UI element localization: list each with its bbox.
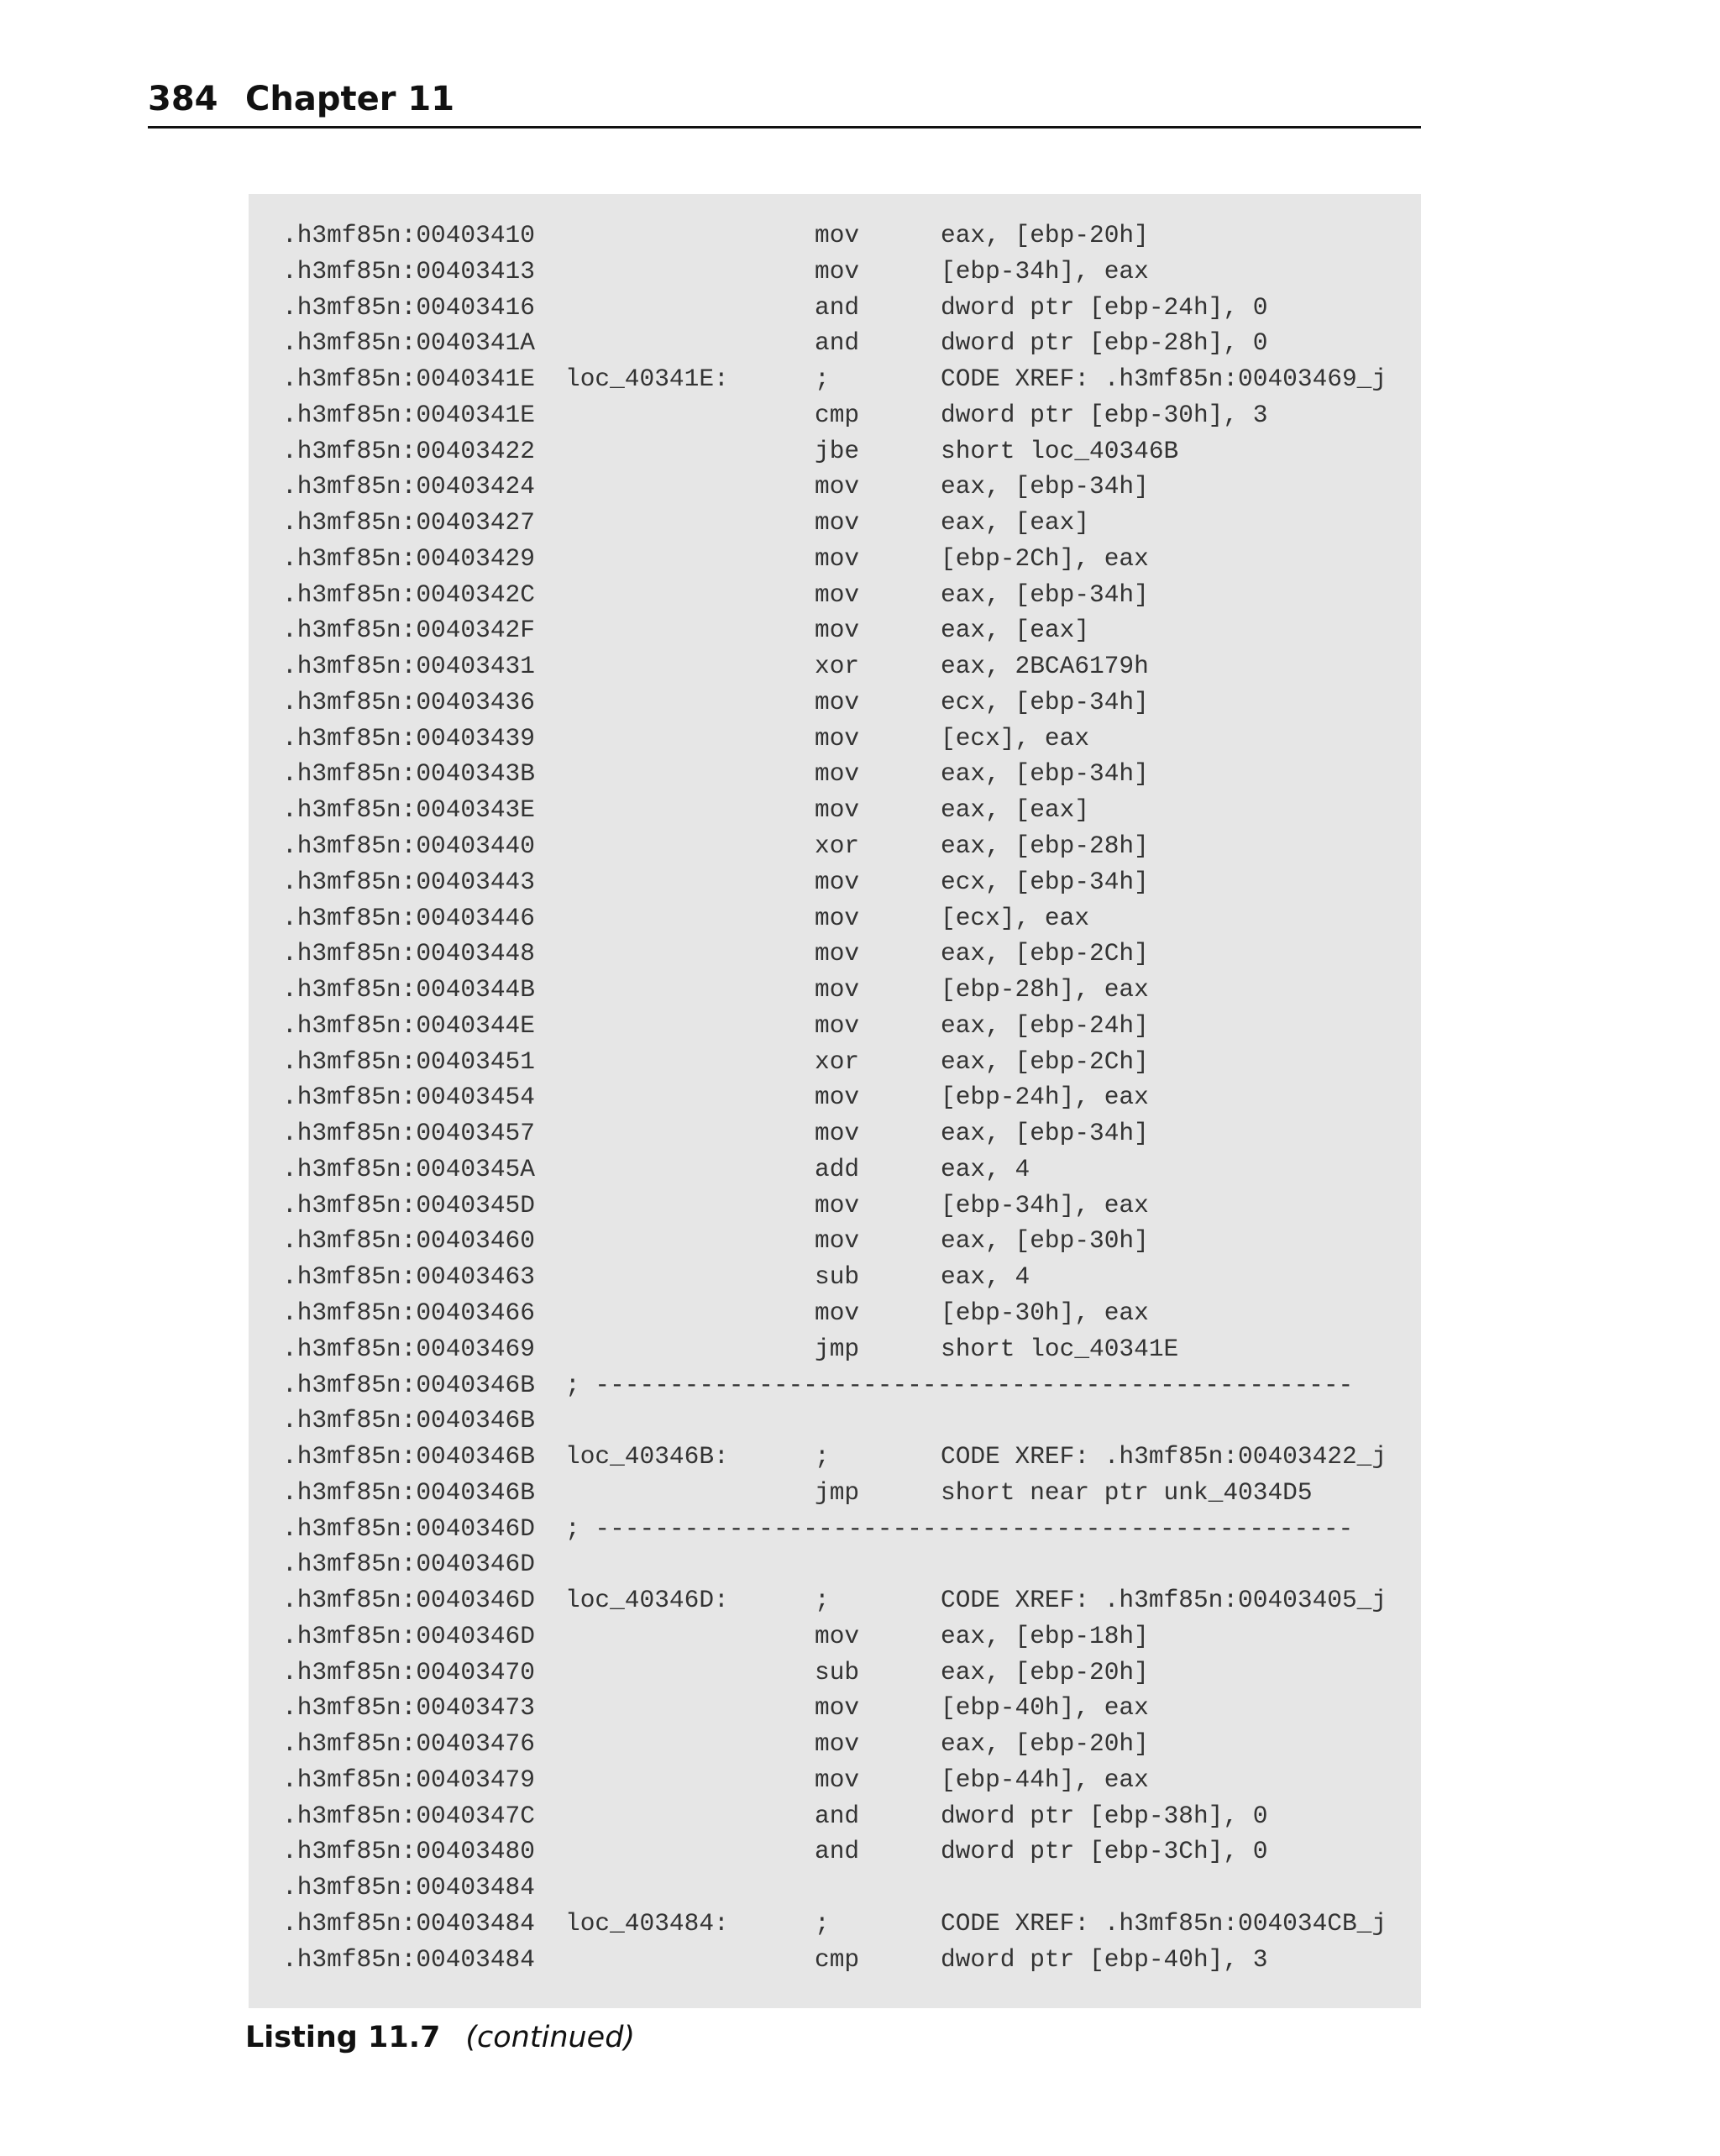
code-line bbox=[282, 1259, 1387, 1295]
code-addr: .h3mf85n:0040346B bbox=[282, 1442, 535, 1471]
code-label bbox=[565, 1475, 815, 1511]
code-label bbox=[565, 1403, 815, 1439]
code-op: mov bbox=[815, 795, 860, 825]
listing-caption bbox=[245, 2014, 635, 2061]
code-op: ; bbox=[815, 1442, 830, 1471]
code-addr: .h3mf85n:00403427 bbox=[282, 508, 535, 538]
code-label bbox=[565, 325, 815, 361]
code-line bbox=[282, 900, 1387, 936]
code-line bbox=[282, 433, 1387, 469]
chapter-title: Chapter 11 bbox=[245, 80, 455, 118]
code-line bbox=[282, 361, 1387, 397]
code-label bbox=[565, 1151, 815, 1188]
code-line bbox=[282, 1546, 1387, 1582]
code-args: [ebp-40h], eax bbox=[941, 1693, 1149, 1723]
code-args: eax, [ebp-34h] bbox=[941, 1119, 1149, 1148]
code-line bbox=[282, 828, 1387, 864]
code-label bbox=[565, 1115, 815, 1151]
code-op: mov bbox=[815, 903, 860, 932]
code-addr: .h3mf85n:0040346B bbox=[282, 1406, 535, 1435]
code-args: short loc_40341E bbox=[941, 1334, 1179, 1363]
code-op: mov bbox=[815, 1226, 860, 1256]
listing-caption-note: (continued) bbox=[465, 2021, 636, 2054]
code-addr: .h3mf85n:0040346D bbox=[282, 1586, 535, 1615]
code-line bbox=[282, 756, 1387, 792]
code-line bbox=[282, 1870, 1387, 1906]
code-line bbox=[282, 254, 1387, 290]
code-args: eax, [ebp-2Ch] bbox=[941, 1047, 1149, 1076]
code-args: ecx, [ebp-34h] bbox=[941, 687, 1149, 716]
code-line bbox=[282, 218, 1387, 254]
code-label bbox=[565, 1223, 815, 1259]
code-line bbox=[282, 1331, 1387, 1367]
code-op: mov bbox=[815, 1083, 860, 1112]
code-line bbox=[282, 1403, 1387, 1439]
code-line bbox=[282, 1582, 1387, 1618]
code-op: mov bbox=[815, 1693, 860, 1723]
code-label bbox=[565, 1079, 815, 1115]
code-op: mov bbox=[815, 759, 860, 789]
code-args: eax, [ebp-30h] bbox=[941, 1226, 1149, 1256]
code-op: cmp bbox=[815, 1944, 860, 1974]
code-op: mov bbox=[815, 543, 860, 573]
code-label bbox=[565, 685, 815, 721]
code-op: mov bbox=[815, 508, 860, 538]
code-addr: .h3mf85n:0040346D bbox=[282, 1621, 535, 1650]
code-args: eax, 4 bbox=[941, 1154, 1030, 1183]
code-line bbox=[282, 1655, 1387, 1691]
code-args: eax, [ebp-34h] bbox=[941, 759, 1149, 789]
code-addr: .h3mf85n:00403480 bbox=[282, 1837, 535, 1866]
code-args: dword ptr [ebp-38h], 0 bbox=[941, 1801, 1268, 1830]
code-addr: .h3mf85n:0040343E bbox=[282, 795, 535, 825]
code-addr: .h3mf85n:00403470 bbox=[282, 1657, 535, 1687]
code-label bbox=[565, 397, 815, 433]
code-args: eax, 4 bbox=[941, 1262, 1030, 1292]
code-args: eax, [ebp-18h] bbox=[941, 1621, 1149, 1650]
code-args: [ebp-24h], eax bbox=[941, 1083, 1149, 1112]
code-op: mov bbox=[815, 221, 860, 249]
code-addr: .h3mf85n:0040346B bbox=[282, 1370, 535, 1399]
code-op: cmp bbox=[815, 400, 860, 429]
code-line bbox=[282, 1942, 1387, 1978]
code-line bbox=[282, 1044, 1387, 1080]
code-args: [ebp-30h], eax bbox=[941, 1298, 1149, 1327]
page-number: 384 bbox=[148, 80, 218, 118]
code-op bbox=[815, 1367, 941, 1403]
code-op: mov bbox=[815, 939, 860, 968]
page-header bbox=[148, 77, 1421, 129]
code-args: CODE XREF: .h3mf85n:00403405_j bbox=[941, 1586, 1387, 1615]
code-op: mov bbox=[815, 1010, 860, 1040]
code-label bbox=[565, 505, 815, 541]
code-op: mov bbox=[815, 723, 860, 753]
code-line bbox=[282, 1151, 1387, 1188]
code-op: mov bbox=[815, 867, 860, 896]
code-op: and bbox=[815, 1801, 860, 1830]
code-op: and bbox=[815, 328, 860, 358]
code-op: mov bbox=[815, 687, 860, 716]
code-op: add bbox=[815, 1154, 860, 1183]
code-label: loc_403484: bbox=[565, 1908, 729, 1938]
code-label: loc_40346B: bbox=[565, 1442, 729, 1471]
code-args: [ebp-28h], eax bbox=[941, 975, 1149, 1005]
code-line bbox=[282, 1115, 1387, 1151]
code-label bbox=[565, 1044, 815, 1080]
code-op: mov bbox=[815, 616, 860, 645]
code-addr: .h3mf85n:00403484 bbox=[282, 1873, 535, 1902]
code-label bbox=[565, 864, 815, 900]
code-op bbox=[815, 1511, 941, 1547]
code-op: ; bbox=[815, 365, 830, 394]
code-addr: .h3mf85n:00403463 bbox=[282, 1262, 535, 1292]
code-addr: .h3mf85n:00403443 bbox=[282, 867, 535, 896]
code-args: eax, [eax] bbox=[941, 795, 1090, 825]
code-addr: .h3mf85n:0040346D bbox=[282, 1513, 535, 1543]
code-label bbox=[565, 1833, 815, 1870]
code-args: eax, 2BCA6179h bbox=[941, 652, 1149, 681]
code-addr: .h3mf85n:0040345D bbox=[282, 1190, 535, 1220]
code-listing bbox=[249, 194, 1421, 2008]
code-label: loc_40346D: bbox=[565, 1586, 729, 1615]
code-op: mov bbox=[815, 256, 860, 286]
code-args: eax, [ebp-28h] bbox=[941, 831, 1149, 861]
code-addr: .h3mf85n:00403416 bbox=[282, 292, 535, 322]
code-line bbox=[282, 469, 1387, 505]
code-addr: .h3mf85n:00403410 bbox=[282, 221, 535, 249]
code-args: [ebp-34h], eax bbox=[941, 256, 1149, 286]
code-label bbox=[565, 721, 815, 757]
code-args: CODE XREF: .h3mf85n:00403422_j bbox=[941, 1442, 1387, 1471]
code-label bbox=[565, 972, 815, 1008]
code-addr: .h3mf85n:00403466 bbox=[282, 1298, 535, 1327]
code-addr: .h3mf85n:0040344B bbox=[282, 975, 535, 1005]
code-addr: .h3mf85n:00403448 bbox=[282, 939, 535, 968]
code-args: dword ptr [ebp-24h], 0 bbox=[941, 292, 1268, 322]
code-addr: .h3mf85n:00403422 bbox=[282, 436, 535, 465]
code-line bbox=[282, 972, 1387, 1008]
code-args: eax, [ebp-34h] bbox=[941, 472, 1149, 501]
code-args: dword ptr [ebp-3Ch], 0 bbox=[941, 1837, 1268, 1866]
code-line bbox=[282, 612, 1387, 648]
code-label bbox=[565, 1008, 815, 1044]
code-args: CODE XREF: .h3mf85n:004034CB_j bbox=[941, 1908, 1387, 1938]
code-label bbox=[565, 541, 815, 577]
code-op: xor bbox=[815, 831, 860, 861]
code-op: sub bbox=[815, 1657, 860, 1687]
code-op: mov bbox=[815, 1765, 860, 1794]
code-line bbox=[282, 1511, 1387, 1547]
code-args: eax, [ebp-20h] bbox=[941, 1657, 1149, 1687]
code-op: xor bbox=[815, 1047, 860, 1076]
code-op: and bbox=[815, 292, 860, 322]
code-addr: .h3mf85n:0040342F bbox=[282, 616, 535, 645]
code-args: short loc_40346B bbox=[941, 436, 1179, 465]
code-op: xor bbox=[815, 652, 860, 681]
code-line bbox=[282, 1726, 1387, 1762]
code-args: [ecx], eax bbox=[941, 723, 1090, 753]
code-line bbox=[282, 1475, 1387, 1511]
code-line bbox=[282, 1690, 1387, 1726]
code-args: dword ptr [ebp-30h], 3 bbox=[941, 400, 1268, 429]
code-label bbox=[565, 577, 815, 613]
code-label bbox=[565, 1295, 815, 1331]
code-label: loc_40341E: bbox=[565, 365, 729, 394]
code-args: dword ptr [ebp-40h], 3 bbox=[941, 1944, 1268, 1974]
code-addr: .h3mf85n:0040344E bbox=[282, 1010, 535, 1040]
code-op: ; bbox=[815, 1908, 830, 1938]
code-line bbox=[282, 505, 1387, 541]
code-line bbox=[282, 1906, 1387, 1942]
code-op: jbe bbox=[815, 436, 860, 465]
code-label bbox=[565, 1870, 815, 1906]
code-line bbox=[282, 1079, 1387, 1115]
code-line bbox=[282, 936, 1387, 972]
code-args: eax, [ebp-24h] bbox=[941, 1010, 1149, 1040]
code-label bbox=[565, 1726, 815, 1762]
code-args: eax, [ebp-20h] bbox=[941, 221, 1149, 249]
code-label bbox=[565, 1655, 815, 1691]
code-line bbox=[282, 397, 1387, 433]
code-label bbox=[565, 469, 815, 505]
code-line bbox=[282, 648, 1387, 685]
code-op: mov bbox=[815, 580, 860, 609]
code-op: jmp bbox=[815, 1334, 860, 1363]
code-addr: .h3mf85n:0040346B bbox=[282, 1477, 535, 1507]
code-label bbox=[565, 648, 815, 685]
code-args: eax, [ebp-20h] bbox=[941, 1729, 1149, 1759]
code-label bbox=[565, 1762, 815, 1798]
code-line bbox=[282, 1188, 1387, 1224]
code-args: short near ptr unk_4034D5 bbox=[941, 1477, 1313, 1507]
code-lines bbox=[282, 218, 1387, 1978]
code-op: mov bbox=[815, 1190, 860, 1220]
code-op bbox=[815, 1870, 941, 1906]
code-addr: .h3mf85n:00403454 bbox=[282, 1083, 535, 1112]
code-args: eax, [eax] bbox=[941, 616, 1090, 645]
code-label bbox=[565, 1331, 815, 1367]
code-addr: .h3mf85n:0040346D bbox=[282, 1550, 535, 1579]
code-addr: .h3mf85n:00403476 bbox=[282, 1729, 535, 1759]
code-label bbox=[565, 1188, 815, 1224]
code-line bbox=[282, 1367, 1387, 1403]
code-line bbox=[282, 541, 1387, 577]
code-label bbox=[565, 828, 815, 864]
code-addr: .h3mf85n:0040341A bbox=[282, 328, 535, 358]
code-op bbox=[815, 1546, 941, 1582]
code-line bbox=[282, 1008, 1387, 1044]
code-addr: .h3mf85n:00403440 bbox=[282, 831, 535, 861]
code-label bbox=[565, 936, 815, 972]
code-addr: .h3mf85n:00403451 bbox=[282, 1047, 535, 1076]
code-line bbox=[282, 290, 1387, 326]
code-label: ; --------------------------------------------------- bbox=[565, 1513, 1354, 1543]
code-addr: .h3mf85n:00403446 bbox=[282, 903, 535, 932]
code-args: [ecx], eax bbox=[941, 903, 1090, 932]
code-line bbox=[282, 685, 1387, 721]
listing-caption-label: Listing 11.7 bbox=[245, 2021, 441, 2054]
code-op: mov bbox=[815, 975, 860, 1005]
code-line bbox=[282, 864, 1387, 900]
code-args: eax, [eax] bbox=[941, 508, 1090, 538]
code-addr: .h3mf85n:0040343B bbox=[282, 759, 535, 789]
code-line bbox=[282, 577, 1387, 613]
code-addr: .h3mf85n:00403429 bbox=[282, 543, 535, 573]
code-line bbox=[282, 1223, 1387, 1259]
code-label bbox=[565, 756, 815, 792]
code-args: dword ptr [ebp-28h], 0 bbox=[941, 328, 1268, 358]
code-line bbox=[282, 1833, 1387, 1870]
code-addr: .h3mf85n:00403484 bbox=[282, 1908, 535, 1938]
code-label bbox=[565, 792, 815, 828]
code-addr: .h3mf85n:0040345A bbox=[282, 1154, 535, 1183]
code-label bbox=[565, 433, 815, 469]
code-op: ; bbox=[815, 1586, 830, 1615]
code-line bbox=[282, 792, 1387, 828]
code-args: eax, [ebp-2Ch] bbox=[941, 939, 1149, 968]
code-addr: .h3mf85n:00403460 bbox=[282, 1226, 535, 1256]
code-line bbox=[282, 1798, 1387, 1834]
code-label bbox=[565, 1798, 815, 1834]
code-line bbox=[282, 1618, 1387, 1655]
code-op: mov bbox=[815, 472, 860, 501]
code-line bbox=[282, 721, 1387, 757]
code-label: ; --------------------------------------------------- bbox=[565, 1370, 1354, 1399]
code-addr: .h3mf85n:00403424 bbox=[282, 472, 535, 501]
code-op bbox=[815, 1403, 941, 1439]
code-op: mov bbox=[815, 1729, 860, 1759]
code-args: [ebp-44h], eax bbox=[941, 1765, 1149, 1794]
code-line bbox=[282, 1295, 1387, 1331]
code-addr: .h3mf85n:00403413 bbox=[282, 256, 535, 286]
code-args: ecx, [ebp-34h] bbox=[941, 867, 1149, 896]
code-label bbox=[565, 1942, 815, 1978]
code-label bbox=[565, 1618, 815, 1655]
code-addr: .h3mf85n:00403431 bbox=[282, 652, 535, 681]
code-label bbox=[565, 1259, 815, 1295]
code-op: mov bbox=[815, 1298, 860, 1327]
code-label bbox=[565, 218, 815, 254]
code-addr: .h3mf85n:00403439 bbox=[282, 723, 535, 753]
code-label bbox=[565, 900, 815, 936]
code-addr: .h3mf85n:00403479 bbox=[282, 1765, 535, 1794]
code-label bbox=[565, 612, 815, 648]
code-args: [ebp-2Ch], eax bbox=[941, 543, 1149, 573]
code-label bbox=[565, 254, 815, 290]
code-op: jmp bbox=[815, 1477, 860, 1507]
code-addr: .h3mf85n:00403457 bbox=[282, 1119, 535, 1148]
code-args: [ebp-34h], eax bbox=[941, 1190, 1149, 1220]
code-args: CODE XREF: .h3mf85n:00403469_j bbox=[941, 365, 1387, 394]
code-addr: .h3mf85n:0040341E bbox=[282, 400, 535, 429]
code-op: and bbox=[815, 1837, 860, 1866]
code-line bbox=[282, 1762, 1387, 1798]
code-label bbox=[565, 1546, 815, 1582]
code-label bbox=[565, 290, 815, 326]
code-addr: .h3mf85n:0040342C bbox=[282, 580, 535, 609]
code-op: mov bbox=[815, 1119, 860, 1148]
code-op: mov bbox=[815, 1621, 860, 1650]
code-label bbox=[565, 1690, 815, 1726]
code-line bbox=[282, 325, 1387, 361]
code-addr: .h3mf85n:00403473 bbox=[282, 1693, 535, 1723]
code-addr: .h3mf85n:00403436 bbox=[282, 687, 535, 716]
code-args: eax, [ebp-34h] bbox=[941, 580, 1149, 609]
code-addr: .h3mf85n:0040347C bbox=[282, 1801, 535, 1830]
code-addr: .h3mf85n:00403469 bbox=[282, 1334, 535, 1363]
code-line bbox=[282, 1439, 1387, 1475]
code-op: sub bbox=[815, 1262, 860, 1292]
code-addr: .h3mf85n:0040341E bbox=[282, 365, 535, 394]
code-addr: .h3mf85n:00403484 bbox=[282, 1944, 535, 1974]
